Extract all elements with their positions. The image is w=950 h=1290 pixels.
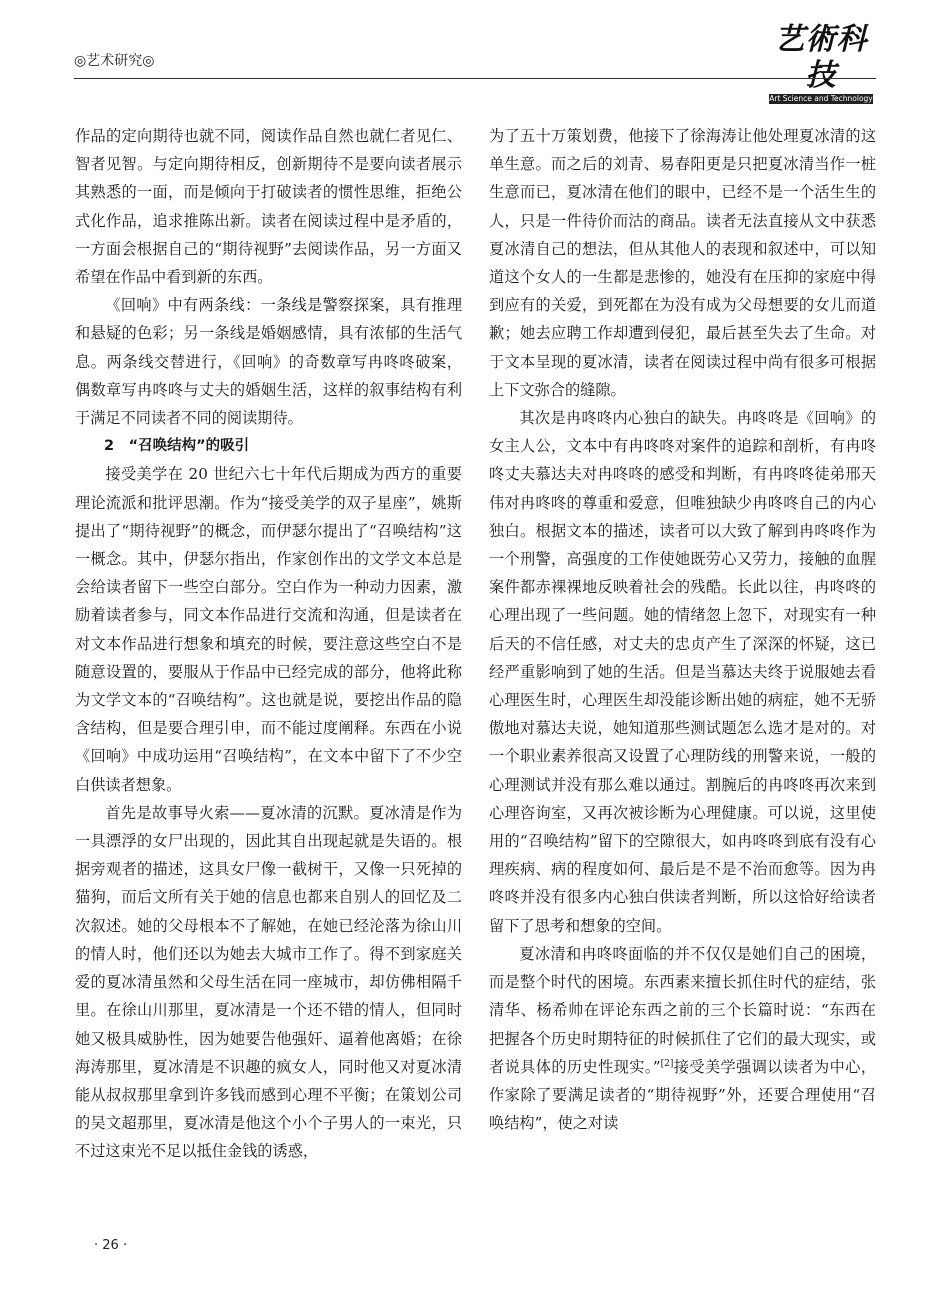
section-heading: 2 “召唤结构”的吸引 (104, 438, 250, 455)
right-column (489, 122, 876, 1137)
page-header (74, 22, 876, 103)
paragraph-text: 接受美学强调以读者为中心，作家除了要满足读者的“期待视野”外，还要合理使用“召唤结构”，使之对读 (489, 1057, 877, 1133)
paragraph (489, 940, 876, 1137)
journal-logo-subtitle: Art Science and Technology (769, 94, 873, 103)
paragraph: 作品的定向期待也就不同，阅读作品自然也就仁者见仁、智者见智。与定向期待相反，创新期待不是要向读者展示其熟悉的一面，而是倾向于打破读者的惯性思维，拒绝公式化作品，追求推陈出新。读者在阅读过程中是矛盾的，一方面会根据自己的“期待视野”去阅读作品，另一方面又希望在作品中看到新的东西。 (75, 127, 462, 287)
page-number: · 26 · (94, 1238, 128, 1253)
citation-reference: [2] (660, 1058, 674, 1069)
paragraph: 接受美学在 20 世纪六七十年代后期成为西方的重要理论流派和批评思潮。作为“接受美学的双子星座”，姚斯提出了“期待视野”的概念，而伊瑟尔提出了“召唤结构”这一概念。其中，伊瑟尔指出，作家创作出的文学文本总是会给读者留下一些空白部分。空白作为一种动力因素，激励着读者参与，同文本作品进行交流和沟通，但是读者在对文本作品进行想象和填充的时候，要注意这些空白不是随意设置的，要服从于作品中已经完成的部分，他将此称为文学文本的“召唤结构”。这也就是说，要挖出作品的隐含结构，但是要合理引申，而不能过度阐释。东西在小说《回响》中成功运用“召唤结构”，在文本中留下了不少空白供读者想象。 (75, 465, 462, 794)
header-rule (74, 78, 876, 79)
journal-logo-title: 艺術科技 (774, 22, 868, 93)
paragraph: 首先是故事导火索——夏冰清的沉默。夏冰清是作为一具漂浮的女尸出现的，因此其自出现起就是失语的。根据旁观者的描述，这具女尸像一截树干，又像一只死掉的猫狗，而后文所有关于她的信息也都来自别人的回忆及二次叙述。她的父母根本不了解她，在她已经沦落为徐山川的情人时，他们还以为她去大城市工作了。得不到家庭关爱的夏冰清虽然和父母生活在同一座城市，却仿佛相隔千里。在徐山川那里，夏冰清是一个还不错的情人，但同时她又极具威胁性，因为她要告他强奸、逼着他离婚；在徐海涛那里，夏冰清是不识趣的疯女人，同时他又对夏冰清能从叔叔那里拿到许多钱而感到心理不平衡；在策划公司的吴文超那里，夏冰清是他这个小个子男人的一束光，只不过这束光不足以抵住金钱的诱惑， (75, 803, 462, 1161)
paragraph: 为了五十万策划费，他接下了徐海涛让他处理夏冰清的这单生意。而之后的刘青、易春阳更是只把夏冰清当作一桩生意而已，夏冰清在他们的眼中，已经不是一个活生生的人，只是一件待价而沽的商品。读者无法直接从文中获悉夏冰清自己的想法，但从其他人的表现和叙述中，可以知道这个女人的一生都是悲惨的，她没有在压抑的家庭中得到应有的关爱，到死都在为没有成为父母想要的女儿而道歉；她去应聘工作却遭到侵犯，最后甚至失去了生命。对于文本呈现的夏冰清，读者在阅读过程中尚有很多可根据上下文弥合的缝隙。 (489, 127, 876, 399)
paragraph: 其次是冉咚咚内心独白的缺失。冉咚咚是《回响》的女主人公，文本中有冉咚咚对案件的追踪和剖析，有冉咚咚丈夫慕达夫对冉咚咚的感受和判断，有冉咚咚徒弟邢天伟对冉咚咚的尊重和爱意，但唯独缺少冉咚咚自己的内心独白。根据文本的描述，读者可以大致了解到冉咚咚作为一个刑警，高强度的工作使她既劳心又劳力，接触的血腥案件都赤裸裸地反映着社会的残酷。长此以往，冉咚咚的心理出现了一些问题。她的情绪忽上忽下，对现实有一种后天的不信任感，对丈夫的忠贞产生了深深的怀疑，这已经严重影响到了她的生活。但是当慕达夫终于说服她去看心理医生时，心理医生却没能诊断出她的病症，她不无骄傲地对慕达夫说，她知道那些测试题怎么选才是对的。对一个职业素养很高又设置了心理防线的刑警来说，一般的心理测试并没有那么难以通过。割腕后的冉咚咚再次来到心理咨询室，又再次被诊断为心理健康。可以说，这里使用的“召唤结构”留下的空隙很大，如冉咚咚到底有没有心理疾病、病的程度如何、最后是不是不治而愈等。因为冉咚咚并没有很多内心独白供读者判断，所以这恰好给读者留下了思考和想象的空间。 (489, 409, 876, 935)
section-label: ◎艺术研究◎ (74, 53, 155, 69)
left-column (75, 122, 462, 1166)
paragraph: 《回响》中有两条线：一条线是警察探案，具有推理和悬疑的色彩；另一条线是婚姻感情，具有浓郁的生活气息。两条线交替进行，《回响》的奇数章写冉咚咚破案，偶数章写冉咚咚与丈夫的婚姻生活，这样的叙事结构有利于满足不同读者不同的阅读期待。 (75, 296, 462, 428)
paragraph-text: 夏冰清和冉咚咚面临的并不仅仅是她们自己的困境，而是整个时代的困境。东西素来擅长抓住时代的症结，张清华、杨希帅在评论东西之前的三个长篇时说：“东西在把握各个历史时期特征的时候抓住了它们的最大现实，或者说具体的历史性现实。” (489, 944, 876, 1076)
journal-logo (766, 22, 876, 103)
